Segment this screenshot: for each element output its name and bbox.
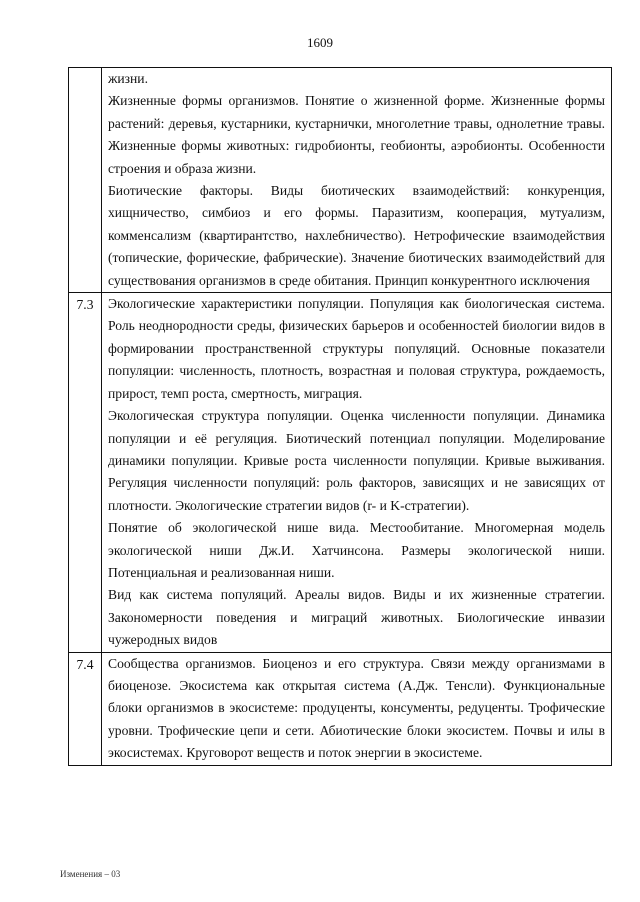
paragraph: Экологические характеристики популяции. Популяция как биологическая система. Роль неоднородности среды, физических барьеров и особенностей биологии видов в формировании пространственной структуры популяций. Основные показатели популяции: численность, плотность, возрастная и половая структура, рождаемость, прирост, темп роста, смертность, миграция. (108, 296, 605, 401)
content-table (68, 67, 612, 766)
table-row (69, 68, 612, 293)
page-number: 1609 (307, 35, 333, 50)
row-number: 7.4 (69, 652, 102, 765)
row-number: 7.3 (69, 293, 102, 653)
paragraph: Сообщества организмов. Биоценоз и его структура. Связи между организмами в биоценозе. Экосистема как открытая система (А.Дж. Тенсли). Функциональные блоки организмов в экосистеме: продуценты, консументы, редуценты. Трофические уровни. Трофические цепи и сети. Абиотические блоки экосистем. Почвы и илы в экосистемах. Круговорот веществ и поток энергии в экосистеме. (108, 655, 605, 761)
footer-revision: Изменения – 03 (60, 869, 121, 879)
paragraph: Понятие об экологической нише вида. Местообитание. Многомерная модель экологической ниши Дж.И. Хатчинсона. Размеры экологической ниши. Потенциальная и реализованная ниши. (108, 520, 605, 580)
paragraph: Вид как система популяций. Ареалы видов. Виды и их жизненные стратегии. Закономерности поведения и миграций животных. Биологические инвазии чужеродных видов (108, 587, 605, 648)
row-text (102, 652, 612, 765)
paragraph: Биотические факторы. Виды биотических взаимодействий: конкуренция, хищничество, симбиоз и его формы. Паразитизм, кооперация, мутуализм, комменсализм (квартирантство, нахлебничество). Нетрофические взаимодействия (топические, форические, фабрические). Значение биотических взаимодействий для существования организмов в среде обитания. Принцип конкурентного исключения (108, 183, 605, 288)
row-text (102, 293, 612, 653)
paragraph: Жизненные формы организмов. Понятие о жизненной форме. Жизненные формы растений: деревья, кустарники, кустарнички, многолетние травы, однолетние травы. Жизненные формы животных: гидробионты, геобионты, аэробионты. Особенности строения и образа жизни. (108, 93, 605, 176)
row-text (102, 68, 612, 293)
paragraph: Экологическая структура популяции. Оценка численности популяции. Динамика популяции и её регуляция. Биотический потенциал популяции. Моделирование динамики популяции. Кривые роста численности популяции. Кривые выживания. Регуляция численности популяций: роль факторов, зависящих и не зависящих от плотности. Экологические стратегии видов (r- и K-стратегии). (108, 408, 605, 513)
table-row (69, 652, 612, 765)
table-row (69, 293, 612, 653)
row-number (69, 68, 102, 293)
paragraph: жизни. (108, 71, 148, 86)
